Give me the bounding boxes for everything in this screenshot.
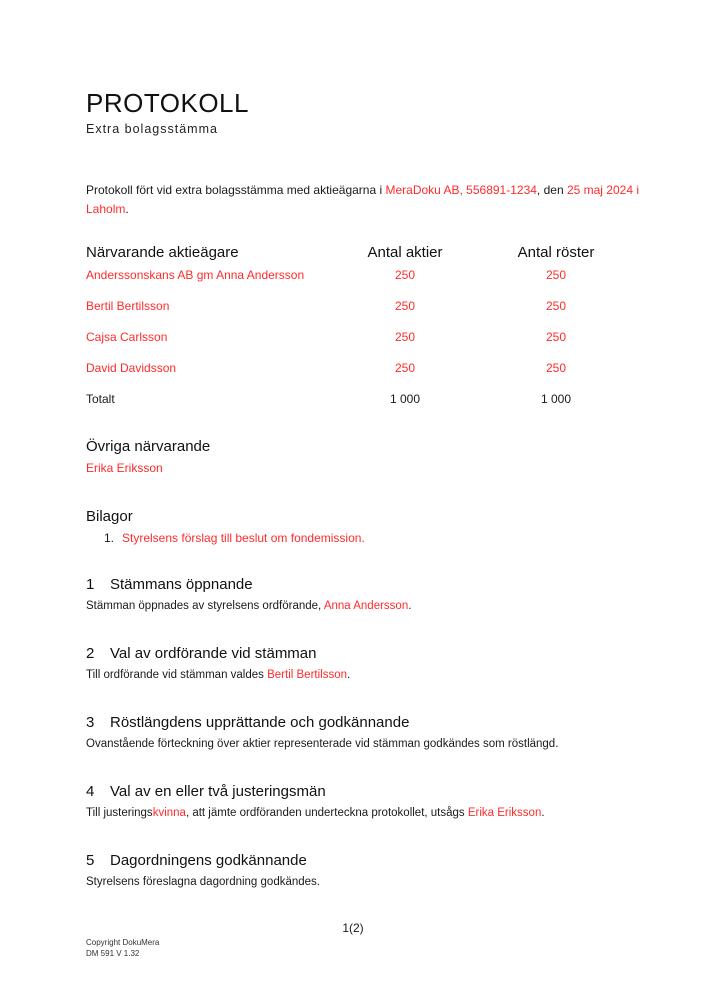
shares-count: 250 bbox=[394, 330, 416, 344]
section-heading bbox=[86, 852, 307, 869]
intro-paragraph bbox=[86, 181, 646, 219]
intro-text: . bbox=[125, 202, 129, 216]
document-title: PROTOKOLL bbox=[86, 88, 249, 118]
section-text bbox=[86, 738, 558, 750]
section-body: Styrelsens föreslagna dagordning godkändes. bbox=[86, 876, 320, 888]
section-title: Val av en eller två justeringsmän bbox=[110, 783, 326, 800]
section-body: . bbox=[541, 807, 545, 819]
section-title: Dagordningens godkännande bbox=[110, 852, 307, 869]
section-title: Stämmans öppnande bbox=[110, 576, 253, 593]
section-title: Val av ordförande vid stämman bbox=[110, 645, 317, 662]
section-number: 3 bbox=[86, 714, 95, 731]
section-number: 4 bbox=[86, 783, 95, 800]
table-header-shareholders: Närvarande aktieägare bbox=[86, 244, 239, 261]
document-subtitle: Extra bolagsstämma bbox=[86, 122, 218, 136]
votes-count: 250 bbox=[545, 361, 567, 375]
intro-text: Protokoll fört vid extra bolagsstämma med aktieägarna i bbox=[86, 183, 386, 197]
section-number: 1 bbox=[86, 576, 95, 593]
shareholder-name: Anderssonskans AB gm Anna Andersson bbox=[86, 268, 305, 282]
company-name: MeraDoku AB, 556891-1234 bbox=[385, 183, 537, 197]
attachment-text: Styrelsens förslag till beslut om fondemission. bbox=[122, 531, 365, 545]
attachment-item bbox=[104, 531, 365, 545]
section-body: Till ordförande vid stämman valdes bbox=[86, 669, 268, 681]
section-text bbox=[86, 876, 320, 888]
others-present-name: Erika Eriksson bbox=[86, 461, 163, 475]
attachments-heading: Bilagor bbox=[86, 508, 133, 525]
votes-count: 250 bbox=[545, 268, 567, 282]
votes-count: 250 bbox=[545, 299, 567, 313]
section-heading bbox=[86, 645, 317, 662]
section-highlight: Erika Eriksson bbox=[467, 807, 542, 819]
votes-count: 250 bbox=[545, 330, 567, 344]
total-votes: 1 000 bbox=[540, 392, 572, 406]
section-body: Ovanstående förteckning över aktier representerade vid stämman godkändes som röstlängd. bbox=[86, 738, 559, 750]
section-highlight: Bertil Bertilsson bbox=[267, 669, 347, 681]
intro-text: , den bbox=[536, 183, 567, 197]
section-title: Röstlängdens upprättande och godkännande bbox=[110, 714, 410, 731]
footer-copyright: Copyright DokuMera bbox=[86, 938, 160, 947]
shares-count: 250 bbox=[394, 268, 416, 282]
shareholder-name: Cajsa Carlsson bbox=[86, 330, 168, 344]
meeting-date-place: 25 maj 2024 i Laholm bbox=[86, 183, 639, 216]
section-text bbox=[86, 807, 545, 819]
shareholder-name: David Davidsson bbox=[86, 361, 177, 375]
section-number: 2 bbox=[86, 645, 95, 662]
table-header-shares: Antal aktier bbox=[367, 244, 443, 261]
section-text bbox=[86, 600, 411, 612]
section-highlight: Anna Andersson bbox=[323, 600, 409, 612]
section-body: . bbox=[347, 669, 351, 681]
shareholder-name: Bertil Bertilsson bbox=[86, 299, 170, 313]
shares-count: 250 bbox=[394, 299, 416, 313]
others-present-heading: Övriga närvarande bbox=[86, 438, 211, 455]
attachment-number: 1. bbox=[104, 531, 115, 545]
footer-version: DM 591 V 1.32 bbox=[86, 949, 140, 958]
page-number: 1(2) bbox=[342, 921, 364, 935]
section-text bbox=[86, 669, 350, 681]
shares-count: 250 bbox=[394, 361, 416, 375]
section-number: 5 bbox=[86, 852, 95, 869]
section-body: , att jämte ordföranden underteckna protokollet, utsågs bbox=[185, 807, 468, 819]
table-header-votes: Antal röster bbox=[517, 244, 595, 261]
section-body: . bbox=[408, 600, 412, 612]
section-body: Till justerings bbox=[86, 807, 153, 819]
section-heading bbox=[86, 576, 253, 593]
section-heading bbox=[86, 783, 326, 800]
section-body: Stämman öppnades av styrelsens ordförande, bbox=[86, 600, 324, 612]
section-highlight: kvinna bbox=[152, 807, 186, 819]
total-label: Totalt bbox=[86, 392, 115, 406]
section-heading bbox=[86, 714, 409, 731]
total-shares: 1 000 bbox=[389, 392, 421, 406]
